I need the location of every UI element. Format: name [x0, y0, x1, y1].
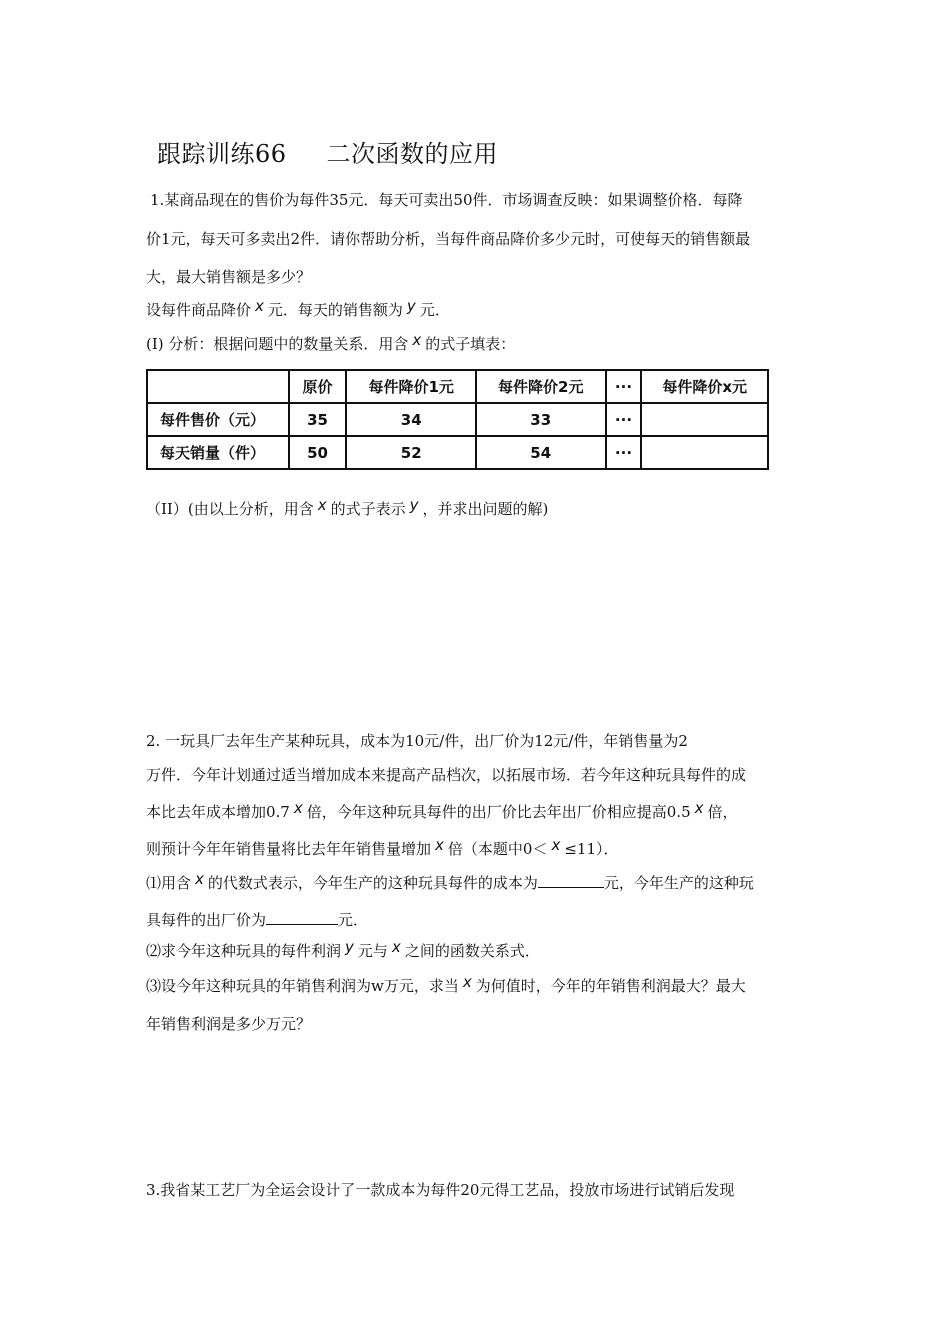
table-answer-cell[interactable] — [641, 403, 768, 436]
page-title — [157, 134, 498, 169]
answer-blank-cost[interactable] — [538, 873, 604, 888]
variable-x: x — [462, 973, 472, 991]
title-main: 跟踪训练66 — [157, 140, 287, 168]
q2-line4-text-c: ≤11）． — [564, 840, 619, 858]
q1-line2: 价1元，每天可多卖出2件．请你帮助分析，当每件商品降价多少元时，可使每天的销售额最 — [146, 230, 751, 248]
q2-sub1-text-a: ⑴用含 — [146, 874, 192, 892]
table-cell: 原价 — [289, 370, 347, 403]
q2-line3-text-c: 倍， — [707, 803, 738, 821]
q2-sub1 — [146, 870, 754, 893]
q1-setup-text-c: 元． — [419, 301, 450, 319]
q2-line4-text-b: 倍（本题中0＜ — [447, 840, 548, 858]
q2-sub2-text-a: ⑵求今年这种玩具的每件利润 — [146, 942, 342, 960]
table-cell: 每天销量（件） — [147, 436, 289, 469]
q1-setup — [146, 297, 450, 320]
variable-x: x — [694, 799, 704, 817]
table-cell: 54 — [476, 436, 606, 469]
q2-line3 — [146, 799, 738, 822]
title-sub: 二次函数的应用 — [326, 140, 499, 168]
table-cell — [147, 370, 289, 403]
q2-sub3 — [146, 973, 746, 996]
table-cell: 33 — [476, 403, 606, 436]
q1-fill-table — [146, 369, 769, 470]
q1-part1-text-b: 的式子填表： — [425, 335, 516, 353]
q2-line4 — [146, 836, 619, 859]
table-cell: 50 — [289, 436, 347, 469]
answer-blank-price[interactable] — [266, 910, 338, 925]
q1-setup-text-a: 设每件商品降价 — [146, 301, 252, 319]
q1-part2-text-b: 的式子表示 — [330, 500, 406, 518]
q1-part2-text-a: （II）(由以上分析，用含 — [146, 500, 314, 518]
table-cell: 52 — [346, 436, 476, 469]
q2-sub2-text-b: 元与 — [357, 942, 388, 960]
q2-sub1-text-b: 的代数式表示，今年生产的这种玩具每件的成本为 — [207, 874, 538, 892]
variable-y: y — [345, 938, 354, 956]
q2-sub2-text-c: 之间的函数关系式． — [404, 942, 540, 960]
q2-sub3-line2: 年销售利润是多少万元？ — [146, 1015, 312, 1033]
variable-y: y — [406, 297, 416, 315]
variable-x: x — [317, 496, 327, 514]
table-row — [147, 403, 768, 436]
q2-sub3-text-b: 为何值时，今年的年销售利润最大？最大 — [475, 977, 746, 995]
q2-line2: 万件．今年计划通过适当增加成本来提高产品档次，以拓展市场．若今年这种玩具每件的成 — [146, 766, 747, 784]
variable-x: x — [412, 331, 422, 349]
q1-line1: 1.某商品现在的售价为每件35元．每天可卖出50件．市场调查反映：如果调整价格．每降 — [150, 191, 743, 209]
table-cell: ··· — [606, 403, 642, 436]
q1-part2 — [146, 496, 549, 519]
variable-x: x — [551, 836, 561, 854]
table-header-row — [147, 370, 768, 403]
table-cell: 每件降价2元 — [476, 370, 606, 403]
variable-x: x — [435, 836, 444, 854]
q2-sub1-text-c: 元，今年生产的这种玩 — [603, 874, 754, 892]
table-cell: 34 — [346, 403, 476, 436]
variable-x: x — [293, 799, 303, 817]
q1-setup-text-b: 元．每天的销售额为 — [267, 301, 403, 319]
q1-part1 — [146, 331, 516, 354]
q2-line1: 2. 一玩具厂去年生产某种玩具，成本为10元/件，出厂价为12元/件，年销售量为2 — [146, 732, 688, 750]
variable-x: x — [195, 870, 204, 888]
table-cell: 每件降价1元 — [346, 370, 476, 403]
table-cell: 每件降价x元 — [641, 370, 768, 403]
q2-sub3-text-a: ⑶设今年这种玩具的年销售利润为w万元，求当 — [146, 977, 459, 995]
variable-x: x — [391, 938, 401, 956]
q1-part1-text-a: (I) 分析：根据问题中的数量关系．用含 — [146, 335, 409, 353]
table-cell: 每件售价（元） — [147, 403, 289, 436]
q2-sub2 — [146, 938, 540, 961]
q2-line4-text-a: 则预计今年年销售量将比去年年销售量增加 — [146, 840, 432, 858]
q1-line3: 大，最大销售额是多少？ — [146, 268, 312, 286]
q2-sub1-line2-text-b: 元． — [338, 911, 369, 929]
table-row — [147, 436, 768, 469]
variable-x: x — [255, 297, 264, 315]
q2-line3-text-b: 倍，今年这种玩具每件的出厂价比去年出厂价相应提高0.5 — [306, 803, 691, 821]
table-answer-cell[interactable] — [641, 436, 768, 469]
q1-part2-text-c: ，并求出问题的解) — [422, 500, 549, 518]
table-cell: 35 — [289, 403, 347, 436]
table-cell: ··· — [606, 436, 642, 469]
q2-sub1-line2 — [146, 910, 368, 930]
variable-y: y — [409, 496, 419, 514]
q3-line1: 3.我省某工艺厂为全运会设计了一款成本为每件20元得工艺品，投放市场进行试销后发现 — [146, 1181, 735, 1199]
table-cell: ··· — [606, 370, 642, 403]
q2-sub1-line2-text-a: 具每件的出厂价为 — [146, 911, 267, 929]
q2-line3-text-a: 本比去年成本增加0.7 — [146, 803, 290, 821]
